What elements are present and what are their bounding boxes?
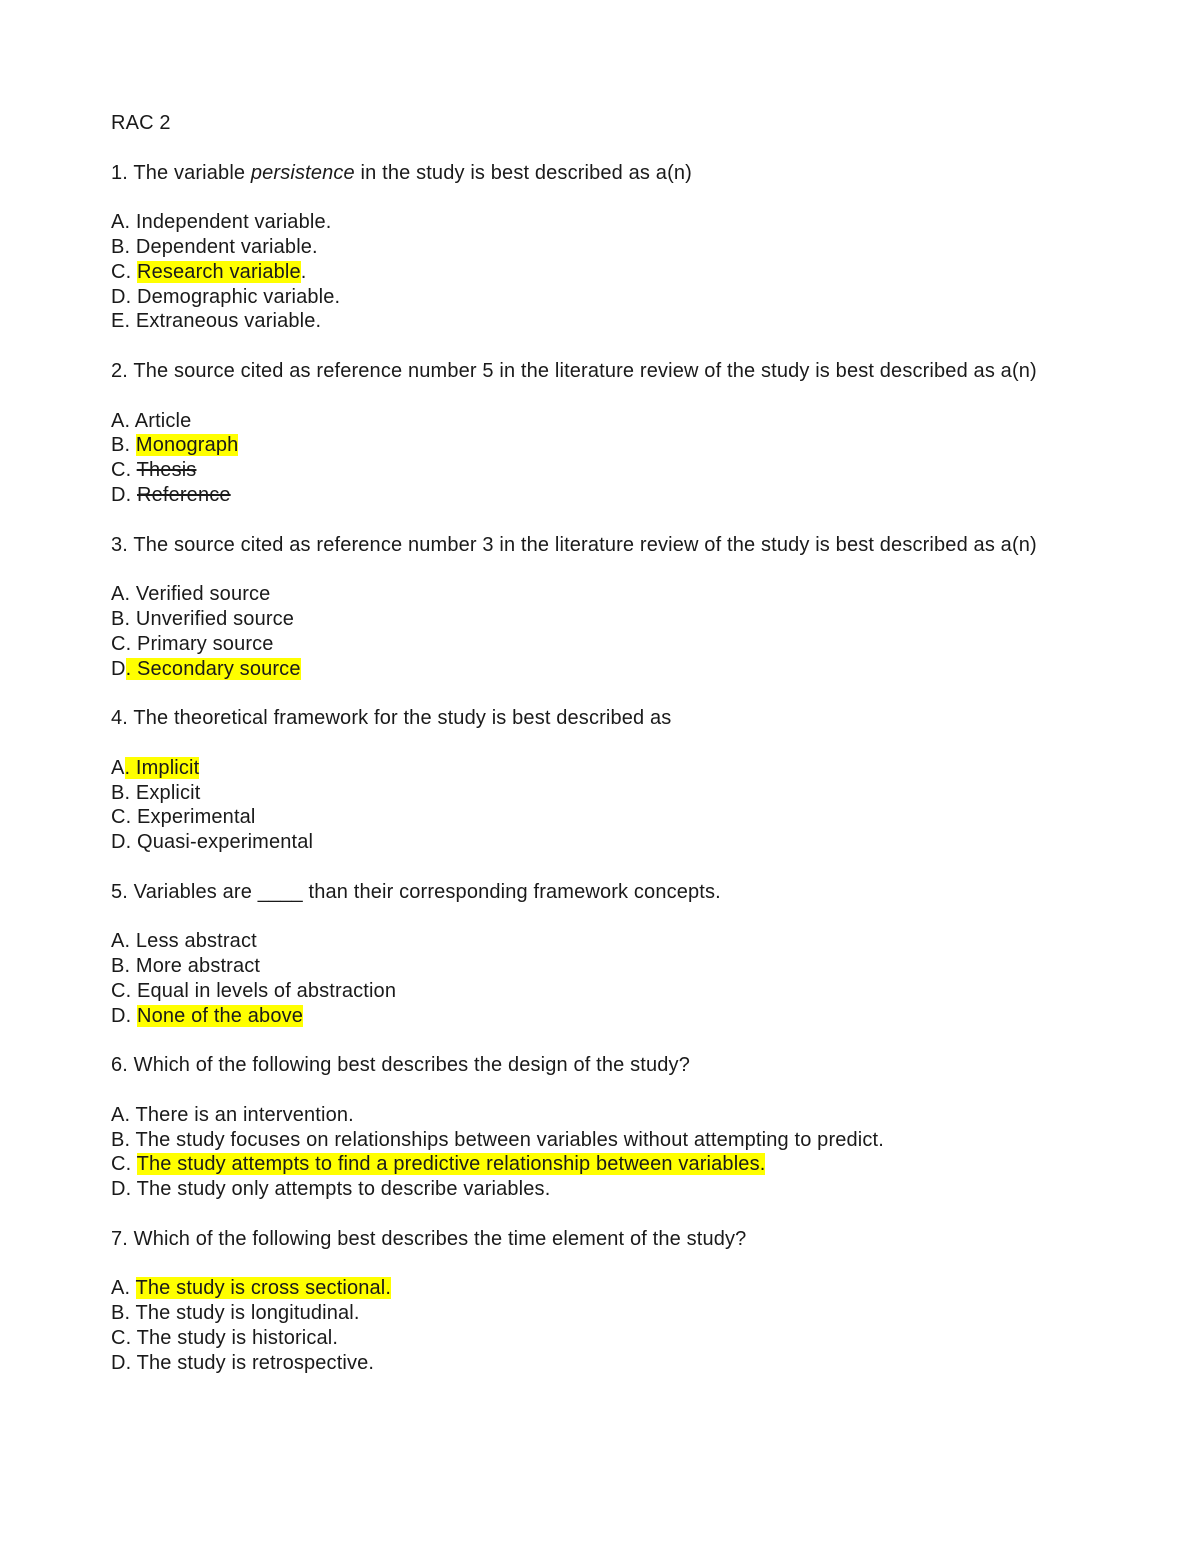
question-1-option-c: C. Research variable. bbox=[111, 260, 307, 283]
question-1-option-a: A. Independent variable. bbox=[111, 211, 332, 234]
question-3-option-b: B. Unverified source bbox=[111, 607, 295, 630]
question-4-option-a: A. Implicit bbox=[111, 756, 200, 779]
highlighted-answer: The study attempts to find a predictive relationship between variables. bbox=[136, 1153, 766, 1176]
question-7-option-a: A. The study is cross sectional. bbox=[111, 1277, 392, 1300]
question-5 bbox=[111, 880, 1071, 1029]
question-1-option-b: B. Dependent variable. bbox=[111, 235, 318, 258]
question-7 bbox=[111, 1227, 1071, 1376]
struck-option: Reference bbox=[137, 483, 231, 506]
question-2-text: 2. The source cited as reference number 5 in the literature review of the study is best described as a(n) bbox=[111, 359, 1037, 382]
question-4 bbox=[111, 706, 1071, 855]
struck-option: Thesis bbox=[136, 459, 197, 482]
highlighted-answer: Research variable bbox=[137, 260, 301, 283]
highlighted-answer: None of the above bbox=[137, 1004, 304, 1027]
document-title: RAC 2 bbox=[111, 112, 171, 134]
question-3-option-d: D. Secondary source bbox=[111, 657, 301, 680]
question-7-text: 7. Which of the following best describes the time element of the study? bbox=[111, 1227, 747, 1250]
question-1 bbox=[111, 161, 1071, 335]
question-2-option-b: B. Monograph bbox=[111, 434, 239, 457]
question-5-option-a: A. Less abstract bbox=[111, 930, 257, 953]
question-4-option-b: B. Explicit bbox=[111, 781, 201, 804]
question-5-option-b: B. More abstract bbox=[111, 955, 261, 978]
question-2-option-a: A. Article bbox=[111, 409, 192, 432]
question-3-option-a: A. Verified source bbox=[111, 583, 271, 606]
question-5-option-d: D. None of the above bbox=[111, 1004, 304, 1027]
question-6 bbox=[111, 1053, 1071, 1202]
highlighted-answer: . Secondary source bbox=[125, 657, 301, 680]
question-2-option-c: C. Thesis bbox=[111, 459, 197, 482]
question-3-text: 3. The source cited as reference number 3 in the literature review of the study is best described as a(n) bbox=[111, 533, 1037, 556]
question-6-option-d: D. The study only attempts to describe variables. bbox=[111, 1178, 551, 1201]
highlighted-answer: The study is cross sectional. bbox=[135, 1277, 392, 1300]
question-7-option-d: D. The study is retrospective. bbox=[111, 1351, 375, 1374]
question-4-option-c: C. Experimental bbox=[111, 806, 256, 829]
question-2-option-d: D. Reference bbox=[111, 483, 231, 506]
question-4-option-d: D. Quasi-experimental bbox=[111, 831, 314, 854]
question-4-text: 4. The theoretical framework for the study is best described as bbox=[111, 707, 672, 730]
question-2 bbox=[111, 359, 1071, 508]
document-page bbox=[111, 111, 1071, 1376]
question-6-option-b: B. The study focuses on relationships between variables without attempting to predict. bbox=[111, 1128, 884, 1151]
question-5-text: 5. Variables are ____ than their corresponding framework concepts. bbox=[111, 880, 721, 903]
question-3 bbox=[111, 533, 1071, 682]
question-1-text: 1. The variable persistence in the study is best described as a(n) bbox=[111, 161, 692, 184]
question-6-text: 6. Which of the following best describes the design of the study? bbox=[111, 1054, 690, 1077]
question-7-option-c: C. The study is historical. bbox=[111, 1327, 339, 1350]
question-6-option-c: C. The study attempts to find a predictive relationship between variables. bbox=[111, 1153, 766, 1176]
highlighted-answer: Monograph bbox=[135, 434, 239, 457]
highlighted-answer: . Implicit bbox=[124, 756, 200, 779]
question-1-option-e: E. Extraneous variable. bbox=[111, 310, 322, 333]
question-6-option-a: A. There is an intervention. bbox=[111, 1103, 354, 1126]
question-5-option-c: C. Equal in levels of abstraction bbox=[111, 979, 397, 1002]
italic-term: persistence bbox=[250, 161, 355, 184]
question-3-option-c: C. Primary source bbox=[111, 632, 274, 655]
question-7-option-b: B. The study is longitudinal. bbox=[111, 1302, 360, 1325]
question-1-option-d: D. Demographic variable. bbox=[111, 285, 341, 308]
